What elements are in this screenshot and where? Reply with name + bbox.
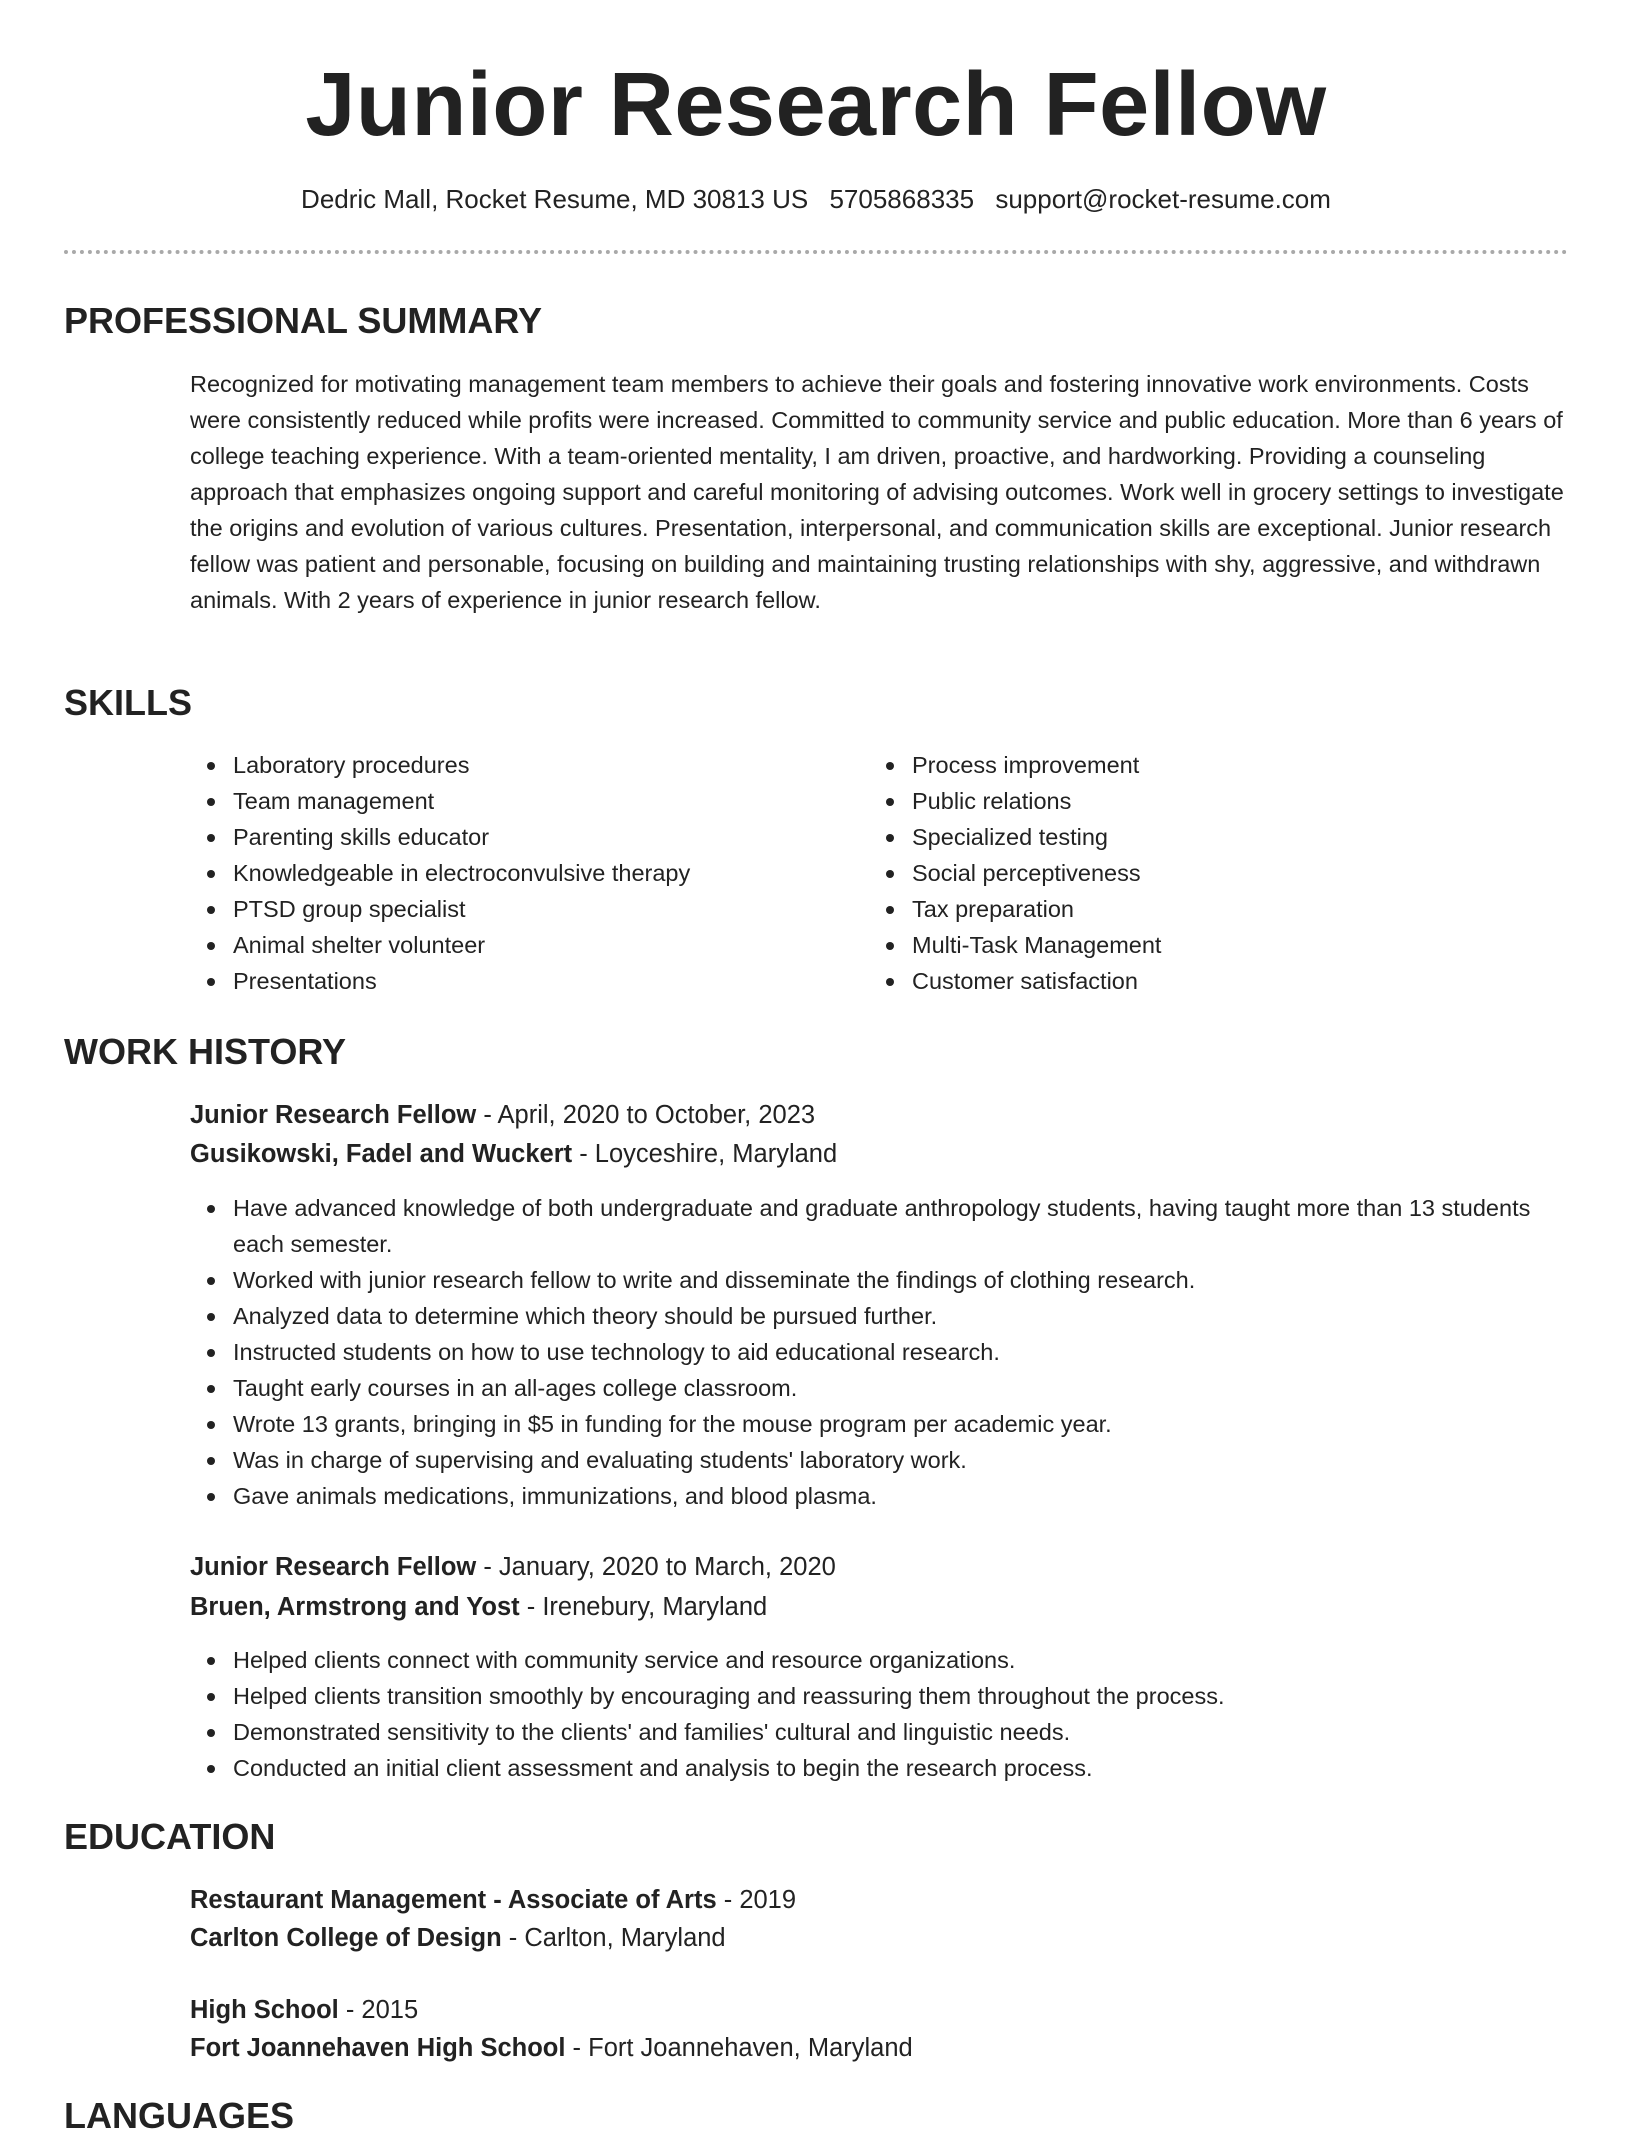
job-location: - Irenebury, Maryland	[519, 1593, 768, 1621]
job-bullet: Helped clients connect with community service and resource organizations.	[190, 1642, 1565, 1678]
education-year: - 2019	[716, 1886, 797, 1914]
job-bullet: Conducted an initial client assessment and analysis to begin the research process.	[190, 1750, 1565, 1786]
job-dates: - January, 2020 to March, 2020	[476, 1553, 836, 1581]
job-title: Junior Research Fellow	[190, 1101, 477, 1129]
job-bullet: Was in charge of supervising and evaluating students' laboratory work.	[190, 1442, 1565, 1478]
job-location: - Loyceshire, Maryland	[572, 1140, 838, 1168]
skill-item: PTSD group specialist	[190, 891, 850, 927]
education-school-line	[190, 2031, 913, 2065]
education-degree-line	[190, 1993, 418, 2027]
header-divider	[64, 250, 1568, 254]
education-school-line	[190, 1921, 726, 1955]
skill-item: Presentations	[190, 963, 850, 999]
languages-heading: LANGUAGES	[64, 2095, 295, 2136]
job-bullet: Wrote 13 grants, bringing in $5 in funding for the mouse program per academic year.	[190, 1406, 1565, 1442]
education-location: - Carlton, Maryland	[501, 1924, 726, 1952]
job-bullet: Instructed students on how to use technology to aid educational research.	[190, 1334, 1565, 1370]
education-degree: High School	[190, 1996, 339, 2024]
contact-line	[0, 182, 1632, 216]
education-school: Carlton College of Design	[190, 1924, 502, 1952]
education-degree: Restaurant Management - Associate of Arts	[190, 1886, 717, 1914]
job-bullet: Helped clients transition smoothly by encouraging and reassuring them throughout the process.	[190, 1678, 1565, 1714]
skill-item: Process improvement	[869, 747, 1529, 783]
skills-heading: SKILLS	[64, 682, 193, 723]
contact-address: Dedric Mall, Rocket Resume, MD 30813 US	[301, 184, 809, 214]
education-school: Fort Joannehaven High School	[190, 2034, 566, 2062]
skills-list-right	[869, 747, 1529, 999]
job-title-line	[190, 1550, 836, 1584]
job-bullet: Gave animals medications, immunizations, and blood plasma.	[190, 1478, 1565, 1514]
education-year: - 2015	[338, 1996, 419, 2024]
skill-item: Laboratory procedures	[190, 747, 850, 783]
job-company-line	[190, 1590, 767, 1624]
skill-item: Team management	[190, 783, 850, 819]
job-bullet: Have advanced knowledge of both undergraduate and graduate anthropology students, having taught more than 13 students each semester.	[190, 1190, 1565, 1262]
education-heading: EDUCATION	[64, 1816, 276, 1857]
contact-email[interactable]: support@rocket-resume.com	[995, 184, 1331, 214]
summary-text: Recognized for motivating management team members to achieve their goals and fostering innovative work environments. Costs were consistently reduced while profits were increased. Committed to community service and public education. More than 6 years of college teaching experience. With a team-oriented mentality, I am driven, proactive, and hardworking. Providing a counseling approach that emphasizes ongoing support and careful monitoring of advising outcomes. Work well in grocery settings to investigate the origins and evolution of various cultures. Presentation, interpersonal, and communication skills are exceptional. Junior research fellow was patient and personable, focusing on building and maintaining trusting relationships with shy, aggressive, and withdrawn animals. With 2 years of experience in junior research fellow.	[190, 371, 1564, 613]
candidate-name: Junior Research Fellow	[305, 55, 1327, 155]
job-title: Junior Research Fellow	[190, 1553, 477, 1581]
job-bullet: Analyzed data to determine which theory should be pursued further.	[190, 1298, 1565, 1334]
skill-item: Specialized testing	[869, 819, 1529, 855]
skill-item: Parenting skills educator	[190, 819, 850, 855]
job-company-line	[190, 1137, 837, 1171]
skill-item: Customer satisfaction	[869, 963, 1529, 999]
job-dates: - April, 2020 to October, 2023	[476, 1101, 816, 1129]
skills-list-left	[190, 747, 850, 999]
job-bullet: Taught early courses in an all-ages college classroom.	[190, 1370, 1565, 1406]
job-bullets	[190, 1190, 1565, 1514]
job-bullet: Worked with junior research fellow to write and disseminate the findings of clothing research.	[190, 1262, 1565, 1298]
skill-item: Knowledgeable in electroconvulsive therapy	[190, 855, 850, 891]
skill-item: Social perceptiveness	[869, 855, 1529, 891]
job-bullets	[190, 1642, 1565, 1786]
skill-item: Multi-Task Management	[869, 927, 1529, 963]
summary-heading: PROFESSIONAL SUMMARY	[64, 300, 543, 341]
education-location: - Fort Joannehaven, Maryland	[565, 2034, 913, 2062]
skill-item: Tax preparation	[869, 891, 1529, 927]
skill-item: Animal shelter volunteer	[190, 927, 850, 963]
skill-item: Public relations	[869, 783, 1529, 819]
education-degree-line	[190, 1883, 796, 1917]
job-company: Bruen, Armstrong and Yost	[190, 1593, 520, 1621]
job-bullet: Demonstrated sensitivity to the clients' and families' cultural and linguistic needs.	[190, 1714, 1565, 1750]
job-title-line	[190, 1098, 815, 1132]
job-company: Gusikowski, Fadel and Wuckert	[190, 1140, 573, 1168]
work-history-heading: WORK HISTORY	[64, 1031, 347, 1072]
contact-phone: 5705868335	[829, 184, 975, 214]
